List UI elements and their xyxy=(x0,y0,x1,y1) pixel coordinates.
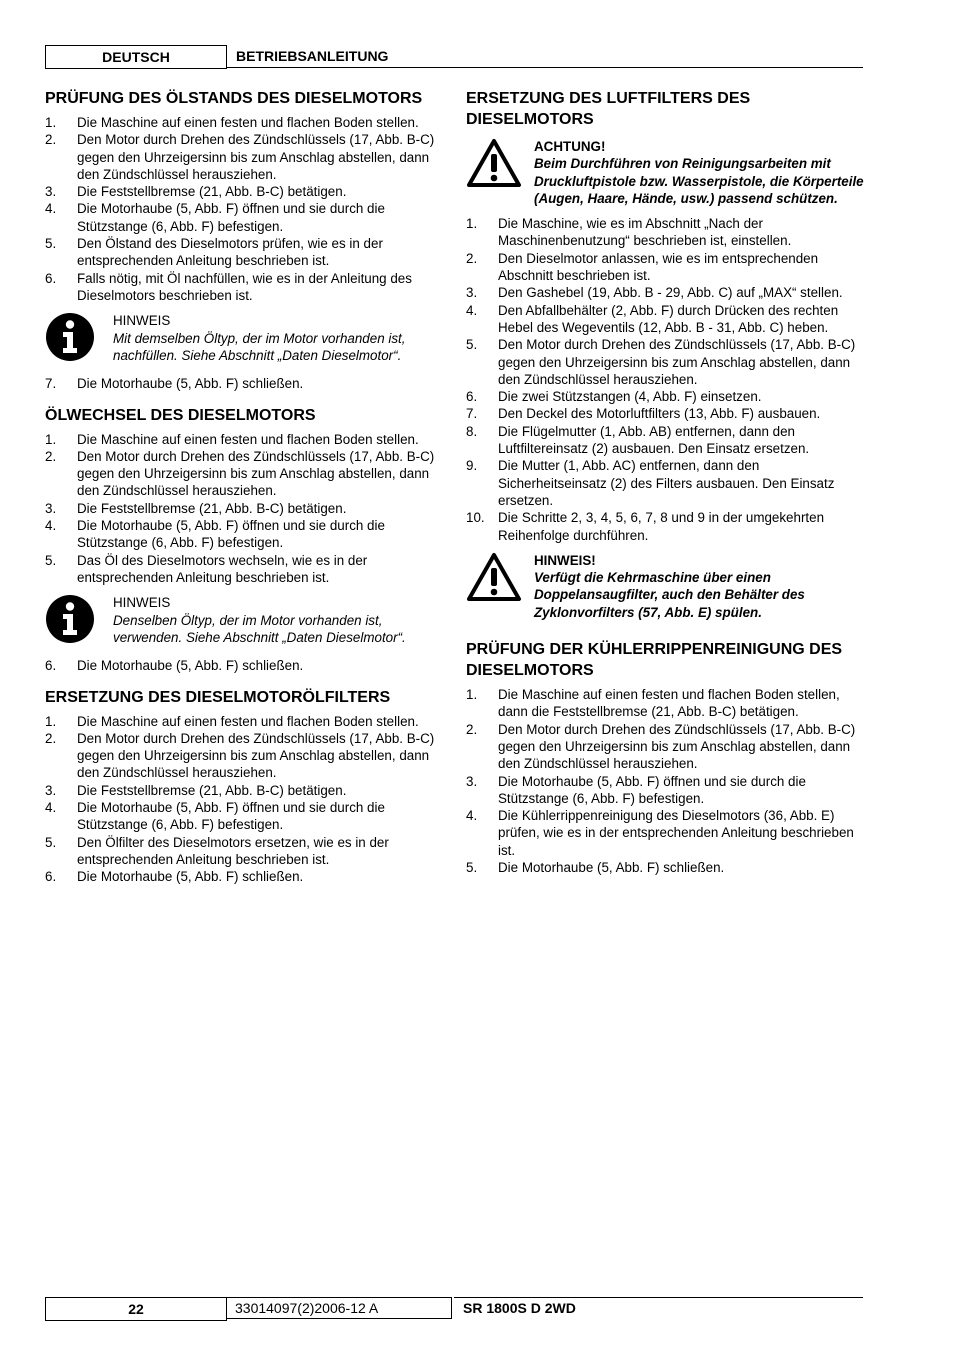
section-title: ÖLWECHSEL DES DIESELMOTORS xyxy=(45,406,316,424)
section-oil-change xyxy=(45,405,440,675)
list-item xyxy=(466,859,864,876)
step-number: 6. xyxy=(45,658,57,674)
step-list-continued xyxy=(45,657,440,674)
list-item xyxy=(45,183,440,200)
step-text: Die Feststellbremse (21, Abb. B-C) betätigen. xyxy=(77,184,347,200)
step-number: 1. xyxy=(45,713,57,729)
warning-note xyxy=(466,138,864,207)
language-label: DEUTSCH xyxy=(45,45,227,69)
list-item xyxy=(45,517,440,552)
list-item xyxy=(466,388,864,405)
step-list xyxy=(45,114,440,304)
step-text: Die zwei Stützstangen (4, Abb. F) einsetzen. xyxy=(498,389,762,405)
warning-icon xyxy=(466,138,534,193)
step-text: Die Maschine, wie es im Abschnitt „Nach der Maschinenbenutzung“ beschrieben ist, einstellen. xyxy=(498,216,792,249)
step-text: Den Motor durch Drehen des Zündschlüssels (17, Abb. B-C) gegen den Uhrzeigersinn bis zum Anschlag abstellen, dann den Zündschlüssel herausziehen. xyxy=(498,721,856,772)
step-text: Die Flügelmutter (1, Abb. AB) entfernen, dann den Luftfiltereinsatz (2) ausbauen. Den Einsatz ersetzen. xyxy=(498,423,810,457)
info-icon xyxy=(45,594,113,649)
list-item xyxy=(466,284,864,301)
list-item xyxy=(466,423,864,458)
step-text: Den Motor durch Drehen des Zündschlüssels (17, Abb. B-C) gegen den Uhrzeigersinn bis zum Anschlag abstellen, dann den Zündschlüssel herausziehen. xyxy=(498,337,856,387)
step-text: Das Öl des Dieselmotors wechseln, wie es in der entsprechenden Anleitung beschrieben ist. xyxy=(77,552,368,585)
step-text: Die Motorhaube (5, Abb. F) öffnen und sie durch die Stützstange (6, Abb. F) befestigen. xyxy=(498,773,806,806)
step-text: Die Mutter (1, Abb. AC) entfernen, dann den Sicherheitseinsatz (2) des Filters ausbauen. Den Einsatz ersetzen. xyxy=(498,458,835,508)
step-number: 4. xyxy=(45,800,57,816)
step-text: Die Schritte 2, 3, 4, 5, 6, 7, 8 und 9 in der umgekehrten Reihenfolge durchführen. xyxy=(498,510,825,543)
step-text: Den Motor durch Drehen des Zündschlüssels (17, Abb. B-C) gegen den Uhrzeigersinn bis zum Anschlag abstellen, dann den Zündschlüssel herausziehen. xyxy=(77,448,435,499)
section-title: ERSETZUNG DES DIESELMOTORÖLFILTERS xyxy=(45,688,391,706)
step-text: Die Feststellbremse (21, Abb. B-C) betätigen. xyxy=(77,500,347,516)
list-item xyxy=(466,457,864,509)
step-list-continued xyxy=(45,375,440,392)
list-item xyxy=(466,250,864,285)
step-text: Die Motorhaube (5, Abb. F) schließen. xyxy=(77,376,304,392)
step-number: 5. xyxy=(466,337,478,353)
step-text: Den Ölfilter des Dieselmotors ersetzen, wie es in der entsprechenden Anleitung beschrieben ist. xyxy=(77,834,389,867)
step-number: 4. xyxy=(466,808,478,824)
step-number: 1. xyxy=(466,216,478,232)
step-number: 7. xyxy=(45,376,57,392)
step-number: 1. xyxy=(45,431,57,447)
list-item xyxy=(466,215,864,250)
step-number: 2. xyxy=(45,448,57,464)
list-item xyxy=(45,114,440,131)
step-number: 6. xyxy=(466,389,478,405)
step-text: Den Motor durch Drehen des Zündschlüssels (17, Abb. B-C) gegen den Uhrzeigersinn bis zum Anschlag abstellen, dann den Zündschlüssel herausziehen. xyxy=(77,132,435,182)
step-number: 4. xyxy=(45,201,57,217)
step-text: Den Ölstand des Dieselmotors prüfen, wie es in der entsprechenden Anleitung beschrieben ist. xyxy=(77,236,383,269)
step-text: Die Maschine auf einen festen und flachen Boden stellen. xyxy=(77,115,419,130)
warning-text: Verfügt die Kehrmaschine über einen Doppelansaugfilter, auch den Behälter des Zyklonvorfilters (57, Abb. E) spülen. xyxy=(534,570,805,620)
list-item xyxy=(45,730,440,782)
step-text: Die Motorhaube (5, Abb. F) schließen. xyxy=(77,869,304,885)
warning-icon xyxy=(466,552,534,607)
step-text: Die Motorhaube (5, Abb. F) öffnen und sie durch die Stützstange (6, Abb. F) befestigen. xyxy=(77,518,385,551)
step-text: Den Gashebel (19, Abb. B - 29, Abb. C) auf „MAX“ stellen. xyxy=(498,285,843,301)
step-text: Die Motorhaube (5, Abb. F) schließen. xyxy=(498,859,725,875)
list-item xyxy=(45,200,440,235)
step-text: Den Deckel des Motorluftfilters (13, Abb. F) ausbauen. xyxy=(498,406,821,422)
note-text: Denselben Öltyp, der im Motor vorhanden ist, verwenden. Siehe Abschnitt „Daten Dieselmotor“. xyxy=(113,612,406,645)
step-list xyxy=(466,686,864,876)
step-number: 9. xyxy=(466,458,478,474)
warning-note xyxy=(466,552,864,621)
list-item xyxy=(466,302,864,337)
section-title: PRÜFUNG DER KÜHLERRIPPENREINIGUNG DES DIESELMOTORS xyxy=(466,641,843,680)
step-number: 8. xyxy=(466,423,478,439)
step-number: 5. xyxy=(45,834,57,850)
step-number: 3. xyxy=(45,782,57,798)
info-note xyxy=(45,594,440,649)
list-item xyxy=(45,131,440,183)
list-item xyxy=(45,270,440,305)
step-number: 3. xyxy=(45,184,57,200)
step-number: 5. xyxy=(466,859,478,875)
step-text: Den Abfallbehälter (2, Abb. F) durch Drücken des rechten Hebel des Wegeventils (12, Abb. B - 31, Abb. C) heben. xyxy=(498,302,839,335)
note-label: HINWEIS xyxy=(113,313,171,329)
step-text: Die Feststellbremse (21, Abb. B-C) betätigen. xyxy=(77,782,347,798)
step-text: Die Maschine auf einen festen und flachen Boden stellen. xyxy=(77,713,419,729)
step-number: 10. xyxy=(466,510,485,526)
list-item xyxy=(45,782,440,799)
right-column xyxy=(466,88,864,888)
list-item xyxy=(45,552,440,587)
step-text: Die Maschine auf einen festen und flachen Boden stellen. xyxy=(77,431,419,447)
step-text: Die Kühlerrippenreinigung des Dieselmotors (36, Abb. E) prüfen, wie es in der entsprechenden Anleitung beschrieben ist. xyxy=(498,808,854,858)
list-item xyxy=(45,713,440,730)
list-item xyxy=(45,448,440,500)
step-number: 3. xyxy=(466,285,478,301)
step-number: 2. xyxy=(466,721,478,737)
list-item xyxy=(466,509,864,544)
list-item xyxy=(45,375,440,392)
document-code: 33014097(2)2006-12 A xyxy=(227,1297,452,1319)
list-item xyxy=(45,500,440,517)
step-number: 6. xyxy=(45,270,57,286)
step-text: Falls nötig, mit Öl nachfüllen, wie es in der Anleitung des Dieselmotors beschrieben ist. xyxy=(77,270,412,303)
step-number: 2. xyxy=(45,132,57,148)
list-item xyxy=(45,834,440,869)
step-text: Den Motor durch Drehen des Zündschlüssels (17, Abb. B-C) gegen den Uhrzeigersinn bis zum Anschlag abstellen, dann den Zündschlüssel herausziehen. xyxy=(77,730,435,781)
step-number: 4. xyxy=(45,518,57,534)
section-title: PRÜFUNG DES ÖLSTANDS DES DIESELMOTORS xyxy=(45,90,423,107)
step-text: Die Maschine auf einen festen und flachen Boden stellen, dann die Feststellbremse (21, Abb. B-C) betätigen. xyxy=(498,687,840,720)
step-number: 5. xyxy=(45,552,57,568)
list-item xyxy=(45,431,440,448)
warning-label: HINWEIS! xyxy=(534,552,596,568)
list-item xyxy=(466,405,864,422)
model-name: SR 1800S D 2WD xyxy=(463,1300,576,1316)
list-item xyxy=(466,686,864,721)
header-rule xyxy=(227,67,863,68)
step-text: Die Motorhaube (5, Abb. F) schließen. xyxy=(77,658,304,674)
info-icon xyxy=(45,312,113,367)
section-air-filter-replacement xyxy=(466,88,864,621)
section-oil-filter-replacement xyxy=(45,687,440,886)
list-item xyxy=(466,721,864,773)
step-number: 2. xyxy=(466,250,478,266)
step-number: 1. xyxy=(466,687,478,703)
step-number: 3. xyxy=(466,773,478,789)
step-number: 4. xyxy=(466,302,478,318)
left-column xyxy=(45,88,440,898)
step-list xyxy=(45,431,440,587)
page-number: 22 xyxy=(45,1297,227,1321)
step-text: Die Motorhaube (5, Abb. F) öffnen und sie durch die Stützstange (6, Abb. F) befestigen. xyxy=(77,800,385,833)
section-title: ERSETZUNG DES LUFTFILTERS DES DIESELMOTORS xyxy=(466,90,751,128)
step-list xyxy=(45,713,440,886)
step-number: 5. xyxy=(45,236,57,252)
note-text: Mit demselben Öltyp, der im Motor vorhanden ist, nachfüllen. Siehe Abschnitt „Daten Dieselmotor“. xyxy=(113,330,406,363)
list-item xyxy=(45,235,440,270)
list-item xyxy=(45,657,440,674)
step-number: 7. xyxy=(466,406,478,422)
list-item xyxy=(466,773,864,808)
step-number: 1. xyxy=(45,115,57,130)
info-note xyxy=(45,312,440,367)
section-radiator-fin-check xyxy=(466,639,864,876)
step-text: Den Dieselmotor anlassen, wie es im entsprechenden Abschnitt beschrieben ist. xyxy=(498,250,819,284)
list-item xyxy=(466,807,864,859)
step-text: Die Motorhaube (5, Abb. F) öffnen und sie durch die Stützstange (6, Abb. F) befestigen. xyxy=(77,201,385,234)
section-oil-level-check xyxy=(45,88,440,393)
manual-title: BETRIEBSANLEITUNG xyxy=(236,48,389,64)
list-item xyxy=(466,336,864,388)
step-number: 6. xyxy=(45,869,57,885)
step-list xyxy=(466,215,864,544)
list-item xyxy=(45,868,440,885)
footer-rule xyxy=(454,1297,863,1298)
step-number: 2. xyxy=(45,730,57,746)
list-item xyxy=(45,799,440,834)
warning-text: Beim Durchführen von Reinigungsarbeiten mit Druckluftpistole bzw. Wasserpistole, die Körperteile (Augen, Haare, Hände, usw.) passend schützen. xyxy=(534,156,864,206)
warning-label: ACHTUNG! xyxy=(534,139,606,154)
step-number: 3. xyxy=(45,500,57,516)
note-label: HINWEIS xyxy=(113,595,171,611)
